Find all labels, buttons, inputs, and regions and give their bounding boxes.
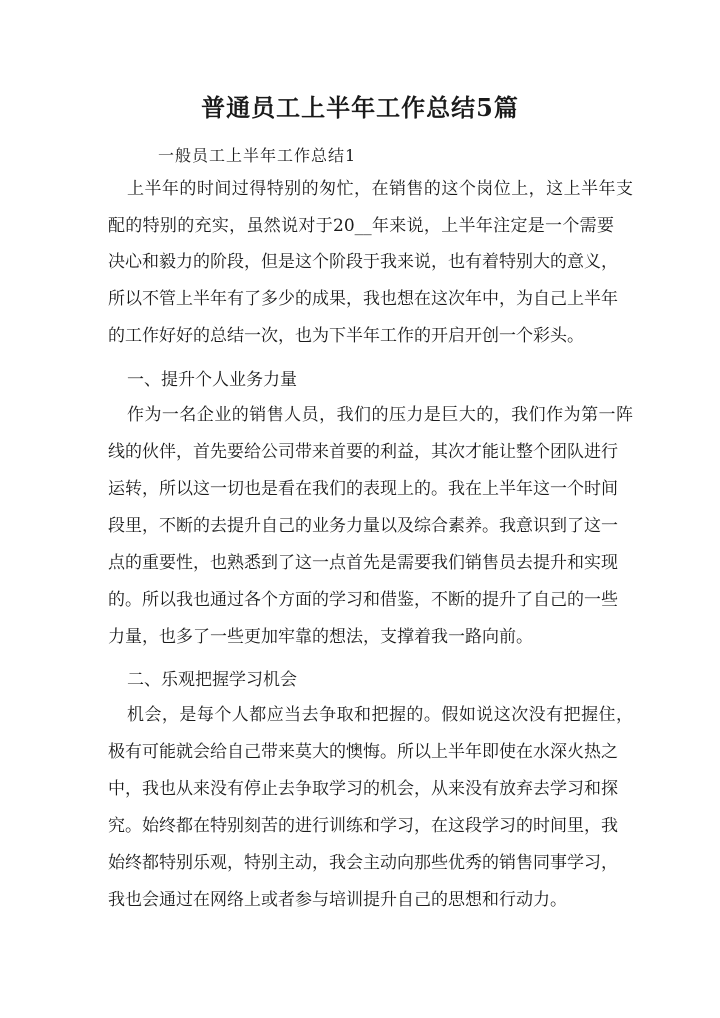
paragraph-line: 的工作好好的总结一次，也为下半年工作的开启开创一个彩头。 <box>108 326 584 346</box>
paragraph-line: 线的伙伴，首先要给公司带来首要的利益，其次才能让整个团队进行 <box>108 442 618 462</box>
section-heading: 二、乐观把握学习机会 <box>127 670 297 690</box>
paragraph-line: 究。始终都在特别刻苦的进行训练和学习，在这段学习的时间里，我 <box>108 816 618 836</box>
paragraph-line: 段里，不断的去提升自己的业务力量以及综合素养。我意识到了这一 <box>108 516 618 536</box>
paragraph-line: 中，我也从来没有停止去争取学习的机会，从来没有放弃去学习和探 <box>108 779 618 799</box>
paragraph-line: 机会，是每个人都应当去争取和把握的。假如说这次没有把握住， <box>127 705 633 725</box>
document-title: 普通员工上半年工作总结5篇 <box>201 93 519 122</box>
paragraph-line: 决心和毅力的阶段，但是这个阶段于我来说，也有着特别大的意义， <box>108 252 618 272</box>
paragraph-line: 配的特别的充实，虽然说对于20__年来说，上半年注定是一个需要 <box>108 216 614 236</box>
paragraph-line: 上半年的时间过得特别的匆忙，在销售的这个岗位上，这上半年支 <box>127 179 633 199</box>
paragraph-line: 运转，所以这一切也是看在我们的表现上的。我在上半年这一个时间 <box>108 479 618 499</box>
paragraph-line: 极有可能就会给自己带来莫大的懊悔。所以上半年即使在水深火热之 <box>108 742 618 762</box>
paragraph-line: 始终都特别乐观，特别主动，我会主动向那些优秀的销售同事学习， <box>108 853 618 873</box>
paragraph-line: 点的重要性，也熟悉到了这一点首先是需要我们销售员去提升和实现 <box>108 553 618 573</box>
section-heading: 一、提升个人业务力量 <box>127 370 297 390</box>
paragraph-line: 力量，也多了一些更加牢靠的想法，支撑着我一路向前。 <box>108 627 533 647</box>
paragraph-line: 作为一名企业的销售人员，我们的压力是巨大的，我们作为第一阵 <box>127 405 633 425</box>
paragraph-line: 所以不管上半年有了多少的成果，我也想在这次年中，为自己上半年 <box>108 289 618 309</box>
document-subtitle: 一般员工上半年工作总结1 <box>158 146 357 165</box>
paragraph-line: 我也会通过在网络上或者参与培训提升自己的思想和行动力。 <box>108 890 567 910</box>
paragraph-line: 的。所以我也通过各个方面的学习和借鉴，不断的提升了自己的一些 <box>108 590 618 610</box>
